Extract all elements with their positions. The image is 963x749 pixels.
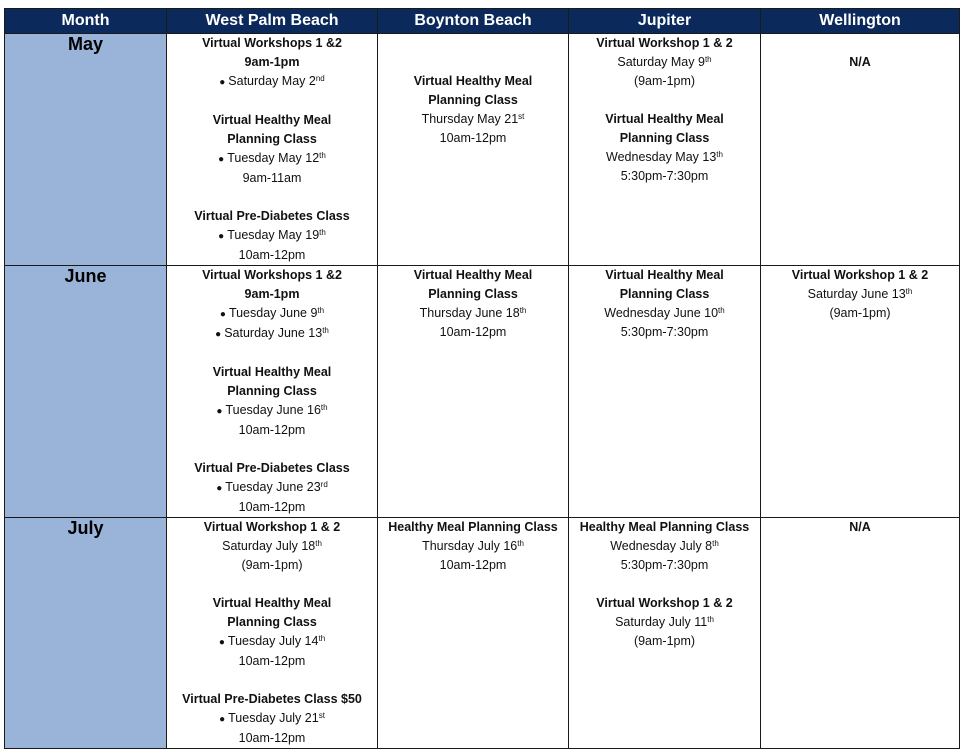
bullet-icon: ● (219, 714, 226, 725)
event-detail (167, 226, 377, 246)
event-detail-text: 10am-12pm (238, 654, 306, 668)
schedule-table (4, 8, 960, 749)
event-detail (167, 324, 377, 344)
event-detail (167, 401, 377, 421)
month-row-june (5, 266, 960, 518)
event-detail-text: 10am-12pm (238, 731, 306, 745)
event-title: Virtual Pre-Diabetes Class (194, 209, 350, 223)
event-entry (167, 459, 377, 517)
event-detail-text: Tuesday June 16 (225, 403, 321, 417)
ordinal-suffix: th (519, 306, 527, 315)
event-detail-text: Saturday July 11 (615, 615, 708, 629)
event-title: Planning Class (227, 132, 317, 146)
event-detail (378, 537, 568, 556)
event-detail (569, 537, 760, 556)
event-detail (569, 148, 760, 167)
ordinal-suffix: th (718, 306, 725, 315)
event-detail-text: Tuesday May 19 (227, 228, 320, 242)
event-title: Virtual Workshops 1 &2 (202, 268, 342, 282)
schedule-cell-wellington (761, 518, 960, 749)
event-detail (167, 169, 377, 188)
month-row-july (5, 518, 960, 749)
event-detail (378, 323, 568, 342)
event-title: Virtual Healthy Meal (212, 365, 332, 379)
event-entry (569, 594, 760, 651)
event-detail (761, 304, 959, 323)
event-title: Planning Class (227, 615, 317, 629)
ordinal-suffix: rd (320, 480, 328, 489)
ordinal-suffix: st (318, 711, 325, 720)
event-entry (569, 518, 760, 575)
event-detail-text: 10am-12pm (238, 500, 306, 514)
event-title: Virtual Workshop 1 & 2 (596, 596, 733, 610)
event-detail-text: (9am-1pm) (241, 558, 303, 572)
schedule-body (5, 34, 960, 749)
event-detail-text: Tuesday June 23 (225, 480, 321, 494)
event-title: Virtual Healthy Meal (605, 268, 724, 282)
event-detail (167, 632, 377, 652)
event-entry (167, 266, 377, 344)
event-detail (167, 72, 377, 92)
event-title: Virtual Workshops 1 &2 (202, 36, 342, 50)
event-title: Virtual Healthy Meal (413, 268, 533, 282)
event-detail-text: Thursday May 21 (421, 112, 519, 126)
event-title: N/A (849, 55, 871, 69)
event-entry (569, 266, 760, 342)
event-detail-text: 9am-11am (242, 171, 302, 185)
event-detail-text: 10am-12pm (439, 558, 507, 572)
event-detail-text: Tuesday May 12 (227, 151, 320, 165)
bullet-icon: ● (215, 329, 222, 340)
event-title: Virtual Workshop 1 & 2 (791, 268, 929, 282)
event-detail-text: Tuesday June 9 (228, 306, 318, 320)
event-detail-text: (9am-1pm) (633, 634, 696, 648)
event-title: Virtual Pre-Diabetes Class $50 (182, 692, 362, 706)
header-row (5, 9, 960, 34)
event-title: 9am-1pm (244, 287, 300, 301)
event-detail-text: Saturday July 18 (222, 539, 316, 553)
schedule-cell-boynton-beach (378, 518, 569, 749)
ordinal-suffix: th (712, 539, 719, 548)
event-detail (569, 304, 760, 323)
event-detail (569, 72, 760, 91)
header-wellington: Wellington (761, 9, 960, 34)
ordinal-suffix: th (704, 55, 712, 64)
event-title: Virtual Workshop 1 & 2 (596, 36, 733, 50)
event-detail-text: 5:30pm-7:30pm (620, 169, 709, 183)
header-west-palm-beach: West Palm Beach (167, 9, 378, 34)
ordinal-suffix: th (320, 403, 328, 412)
event-entry (569, 110, 760, 186)
event-title: Planning Class (428, 287, 518, 301)
event-detail (167, 556, 377, 575)
event-detail (569, 53, 760, 72)
event-detail-text: Saturday May 2 (228, 74, 316, 88)
event-detail-text: Saturday June 13 (807, 287, 906, 301)
event-title: Virtual Pre-Diabetes Class (194, 461, 350, 475)
ordinal-suffix: st (518, 112, 525, 121)
schedule-cell-wellington (761, 266, 960, 518)
event-entry (167, 363, 377, 440)
event-detail-text: Wednesday July 8 (610, 539, 713, 553)
ordinal-suffix: th (905, 287, 913, 296)
ordinal-suffix: th (319, 228, 326, 237)
event-detail (378, 556, 568, 575)
bullet-icon: ● (218, 637, 225, 648)
event-detail-text: Tuesday July 14 (227, 634, 319, 648)
event-detail (569, 613, 760, 632)
event-detail-text: 10am-12pm (238, 248, 306, 262)
event-detail (167, 709, 377, 729)
ordinal-suffix: nd (315, 74, 325, 83)
event-detail-text: Wednesday June 10 (604, 306, 719, 320)
event-title: Planning Class (619, 287, 710, 301)
event-detail-text: Thursday July 16 (422, 539, 518, 553)
bullet-icon: ● (218, 231, 225, 242)
event-detail (167, 498, 377, 517)
event-entry (167, 594, 377, 671)
event-entry (378, 72, 568, 148)
ordinal-suffix: th (315, 539, 322, 548)
event-title: Healthy Meal Planning Class (388, 520, 558, 534)
ordinal-suffix: th (318, 634, 326, 643)
event-detail-text: 10am-12pm (439, 131, 507, 145)
header-boynton-beach: Boynton Beach (378, 9, 569, 34)
event-title: Planning Class (227, 384, 317, 398)
event-detail-text: 5:30pm-7:30pm (620, 558, 709, 572)
schedule-cell-jupiter (569, 34, 761, 266)
event-detail (167, 652, 377, 671)
event-detail-text: Saturday May 9 (617, 55, 705, 69)
event-entry (761, 53, 959, 72)
event-detail-text: 5:30pm-7:30pm (620, 325, 709, 339)
schedule-cell-boynton-beach (378, 34, 569, 266)
event-title: Healthy Meal Planning Class (579, 520, 750, 534)
event-entry (167, 34, 377, 92)
ordinal-suffix: th (716, 150, 723, 159)
event-detail-text: 10am-12pm (238, 423, 306, 437)
event-detail (167, 304, 377, 324)
event-detail (569, 323, 760, 342)
event-title: Virtual Healthy Meal (212, 596, 332, 610)
ordinal-suffix: th (317, 306, 325, 315)
cell-spacer (378, 34, 568, 53)
event-detail-text: Wednesday May 13 (606, 150, 717, 164)
event-detail-text: Thursday June 18 (419, 306, 520, 320)
cell-spacer (761, 34, 959, 53)
ordinal-suffix: th (319, 151, 326, 160)
event-detail (167, 246, 377, 265)
event-detail (378, 110, 568, 129)
month-row-may (5, 34, 960, 266)
event-detail (761, 285, 959, 304)
event-entry (569, 34, 760, 91)
schedule-cell-west-palm-beach (167, 518, 378, 749)
event-detail (167, 537, 377, 556)
event-entry (761, 266, 959, 323)
event-entry (761, 518, 959, 537)
month-label: May (5, 34, 167, 266)
event-entry (167, 111, 377, 188)
event-title: Virtual Healthy Meal (212, 113, 332, 127)
schedule-cell-jupiter (569, 518, 761, 749)
event-detail (167, 729, 377, 748)
event-title: Virtual Workshop 1 & 2 (203, 520, 341, 534)
event-title: 9am-1pm (244, 55, 300, 69)
event-detail (569, 556, 760, 575)
event-detail (167, 478, 377, 498)
bullet-icon: ● (218, 154, 225, 165)
event-entry (167, 518, 377, 575)
cell-spacer (378, 53, 568, 72)
event-title: Planning Class (619, 131, 710, 145)
month-label: July (5, 518, 167, 749)
event-entry (167, 690, 377, 748)
schedule-cell-wellington (761, 34, 960, 266)
event-detail-text: Saturday June 13 (224, 326, 323, 340)
event-detail-text: (9am-1pm) (633, 74, 696, 88)
event-detail (569, 167, 760, 186)
event-entry (378, 266, 568, 342)
event-detail (378, 129, 568, 148)
ordinal-suffix: th (517, 539, 524, 548)
event-title: Planning Class (428, 93, 518, 107)
schedule-cell-west-palm-beach (167, 34, 378, 266)
event-detail (167, 149, 377, 169)
event-detail (378, 304, 568, 323)
bullet-icon: ● (219, 309, 226, 320)
bullet-icon: ● (219, 77, 226, 88)
event-entry (167, 207, 377, 265)
month-label: June (5, 266, 167, 518)
schedule-cell-boynton-beach (378, 266, 569, 518)
schedule-cell-west-palm-beach (167, 266, 378, 518)
event-detail (569, 632, 760, 651)
event-title: Virtual Healthy Meal (605, 112, 724, 126)
event-detail-text: Tuesday July 21 (228, 711, 319, 725)
schedule-cell-jupiter (569, 266, 761, 518)
event-detail-text: 10am-12pm (439, 325, 507, 339)
event-detail (167, 421, 377, 440)
event-title: N/A (849, 520, 871, 534)
ordinal-suffix: th (707, 615, 714, 624)
bullet-icon: ● (216, 483, 223, 494)
ordinal-suffix: th (322, 326, 329, 335)
header-month: Month (5, 9, 167, 34)
event-detail-text: (9am-1pm) (829, 306, 891, 320)
header-jupiter: Jupiter (569, 9, 761, 34)
event-entry (378, 518, 568, 575)
bullet-icon: ● (216, 406, 223, 417)
event-title: Virtual Healthy Meal (413, 74, 533, 88)
